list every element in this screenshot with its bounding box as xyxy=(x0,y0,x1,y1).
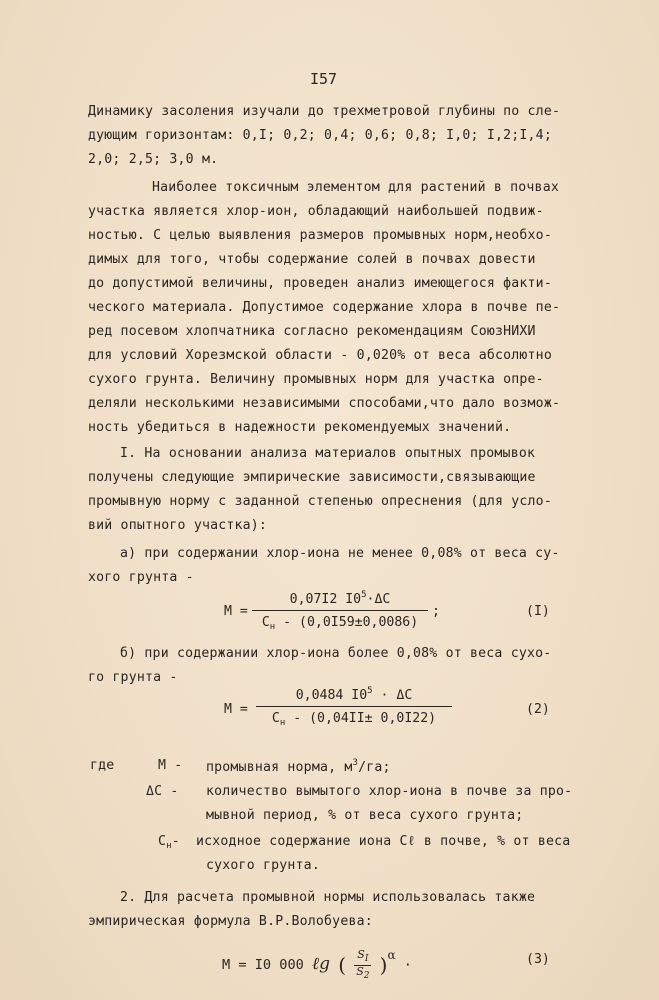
text-line: Динамику засоления изучали до трехметровой глубины по сле- xyxy=(88,104,561,119)
text-line: 2,0; 2,5; 3,0 м. xyxy=(88,152,219,167)
text-line: Наиболее токсичным элементом для растений в почвах xyxy=(152,180,559,195)
text-line: I. На основании анализа материалов опытных промывок xyxy=(120,446,536,461)
formula-1-numerator: 0,07I2 $I0^5\cdot\Delta С$ xyxy=(289,590,391,607)
text-line: сухого грунта. Величину промывных норм для участка опре- xyxy=(88,372,544,387)
text-line: 2. Для расчета промывной нормы использовалась также xyxy=(120,890,536,905)
equation-number-3: (3) xyxy=(526,952,550,967)
text-line: вий опытного участка): xyxy=(88,518,268,533)
text-line: ностью. С целью выявления размеров промывных норм,необхо- xyxy=(88,228,552,243)
page-number: I57 xyxy=(310,70,338,88)
text-line: участка является хлор-ион, обладающий наибольшей подвиж- xyxy=(88,204,544,219)
definition-m-text: промывная норма, $м^3/га$; xyxy=(206,758,391,775)
text-line: б) при содержании хлор-иона более 0,08% от веса сухо- xyxy=(120,646,552,661)
formula-2-denominator: $С_н - (0,04II\pm 0,0I22)$ xyxy=(256,706,452,728)
text-line: промывную норму с заданной степенью опреснения (для усло- xyxy=(88,494,552,509)
formula-2-numerator: 0,0484 $I0^5 \cdot \Delta С$ xyxy=(295,686,413,703)
text-line: эмпирическая формула В.Р.Волобуева: xyxy=(88,914,373,929)
text-line: димых для того, чтобы содержание солей в почвах довести xyxy=(88,252,536,267)
definition-cn-text: исходное содержание иона Cℓ в почве, % от веса xyxy=(196,834,571,849)
definition-cn-symbol: $С_н-$ xyxy=(158,834,180,851)
formula-1-fraction xyxy=(252,590,428,632)
where-label: где xyxy=(90,758,115,773)
definition-dc-text: мывной период, % от веса сухого грунта; xyxy=(206,808,524,823)
text-line: до допустимой величины, проведен анализ имеющегося факти- xyxy=(88,276,552,291)
text-line: ческого материала. Допустимое содержание хлора в почве пе- xyxy=(88,300,561,315)
text-line: дующим горизонтам: 0,I; 0,2; 0,4; 0,6; 0,8; I,0; I,2;I,4; xyxy=(88,128,552,143)
formula-1-denominator: $С_н - (0,0I59\pm 0,0086)$ xyxy=(252,610,428,632)
definition-cn-text: сухого грунта. xyxy=(206,858,320,873)
definition-dc-text: количество вымытого хлор-иона в почве за про- xyxy=(206,784,573,799)
definition-dc-symbol: ΔС - xyxy=(146,784,179,799)
equation-number-1: (I) xyxy=(526,604,550,619)
text-line: а) при содержании хлор-иона не менее 0,08% от веса су- xyxy=(120,546,560,561)
formula-2-fraction xyxy=(256,686,452,728)
text-line: го грунта - xyxy=(88,670,178,685)
text-line: ред посевом хлопчатника согласно рекомендациям СоюзНИХИ xyxy=(88,324,536,339)
text-line: деляли несколькими независимыми способами,что дало возмож- xyxy=(88,396,561,411)
text-line: получены следующие эмпирические зависимости,связывающие xyxy=(88,470,536,485)
formula-2-lhs: М = xyxy=(224,702,248,717)
formula-3: М = I0 000 ℓg ( $\frac{S_I}{S_2}$ )$^\alpha$ · xyxy=(222,947,412,981)
equation-number-2: (2) xyxy=(526,702,550,717)
formula-1-lhs: М = xyxy=(224,604,248,619)
text-line: ность убедиться в надежности рекомендуемых значений. xyxy=(88,420,512,435)
formula-1-semicolon: ; xyxy=(432,604,440,619)
definition-m-symbol: М - xyxy=(158,758,183,773)
text-line: для условий Хорезмской области - 0,020% от веса абсолютно xyxy=(88,348,552,363)
text-line: хого грунта - xyxy=(88,570,194,585)
